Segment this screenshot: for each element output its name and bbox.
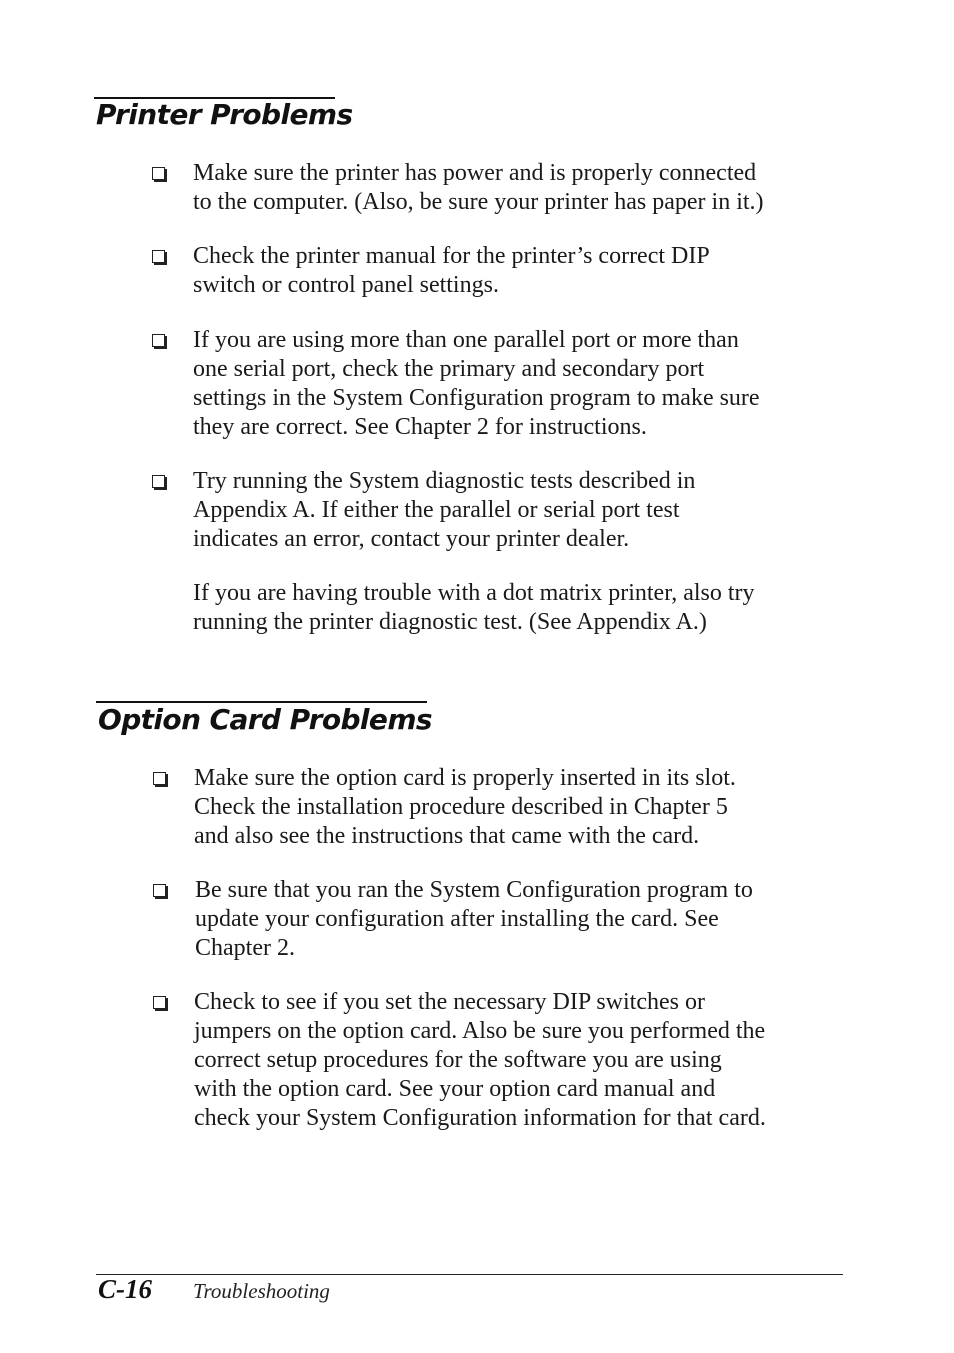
checkbox-bullet-icon <box>152 167 165 180</box>
section-heading-option-card-problems: Option Card Problems <box>98 703 432 736</box>
page-number: C-16 <box>98 1274 152 1304</box>
footer-rule <box>96 1274 843 1275</box>
list-item: Make sure the option card is properly inserted in its slot. Check the installation procedure described in Chapter 5 and also see the instructions that came with the card. <box>194 765 736 849</box>
chapter-title: Troubleshooting <box>193 1279 330 1303</box>
checkbox-bullet-icon <box>152 334 165 347</box>
list-item: Try running the System diagnostic tests described in Appendix A. If either the parallel or serial port test indicates an error, contact your printer dealer. <box>193 468 696 552</box>
checkbox-bullet-icon <box>152 475 165 488</box>
list-item: Check the printer manual for the printer’s correct DIP switch or control panel settings. <box>193 243 710 298</box>
checkbox-bullet-icon <box>153 996 166 1009</box>
checkbox-bullet-icon <box>152 250 165 263</box>
list-item: If you are using more than one parallel port or more than one serial port, check the primary and secondary port settings in the System Configuration program to make sure they are correct. See Chapter 2 for instructions. <box>193 327 760 440</box>
list-item: Check to see if you set the necessary DIP switches or jumpers on the option card. Also be sure you performed the correct setup procedures for the software you are using with the option card. See your option card manual and check your System Configuration information for that card. <box>194 989 766 1131</box>
note-paragraph: If you are having trouble with a dot matrix printer, also try running the printer diagnostic test. (See Appendix A.) <box>193 580 755 635</box>
section-heading-printer-problems: Printer Problems <box>96 98 353 131</box>
checkbox-bullet-icon <box>153 772 166 785</box>
checkbox-bullet-icon <box>153 884 166 897</box>
list-item: Make sure the printer has power and is properly connected to the computer. (Also, be sure your printer has paper in it.) <box>193 160 764 215</box>
list-item: Be sure that you ran the System Configuration program to update your configuration after installing the card. See Chapter 2. <box>195 877 753 961</box>
